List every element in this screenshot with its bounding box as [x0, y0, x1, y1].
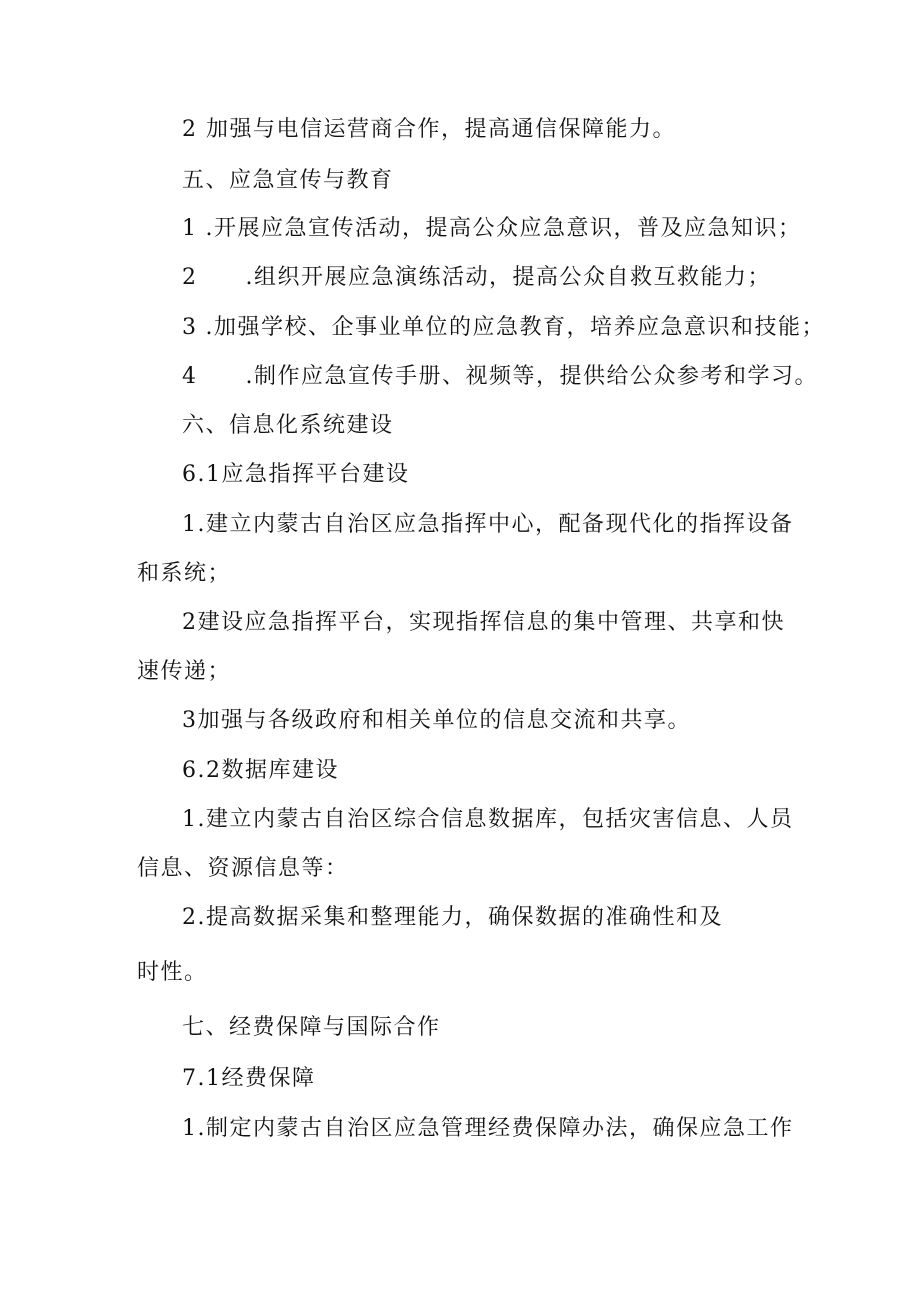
subsection-heading: 6.1应急指挥平台建设	[182, 462, 410, 487]
paragraph-line: 2.提高数据采集和整理能力，确保数据的准确性和及	[182, 905, 723, 930]
section-heading: 六、信息化系统建设	[182, 413, 394, 438]
paragraph-line: 时性。	[137, 960, 208, 985]
list-item-number: 4	[182, 364, 198, 389]
list-item-text: .开展应急宣传活动，提高公众应急意识，普及应急知识；	[205, 216, 802, 241]
paragraph-line: 1.建立内蒙古自治区综合信息数据库，包括灾害信息、人员	[182, 807, 794, 832]
list-item-number: 1	[182, 216, 198, 241]
list-item	[182, 263, 771, 293]
section-heading: 五、应急宣传与教育	[182, 168, 394, 193]
list-item-number: 2	[182, 265, 198, 290]
list-item	[182, 214, 802, 244]
paragraph-line: 2建设应急指挥平台，实现指挥信息的集中管理、共享和快	[182, 610, 785, 635]
list-item-text: .加强学校、企事业单位的应急教育，培养应急意识和技能；	[205, 315, 825, 340]
paragraph-line: 1.制定内蒙古自治区应急管理经费保障办法，确保应急工作	[182, 1116, 794, 1141]
subsection-heading: 6.2数据库建设	[182, 758, 339, 783]
list-item-number: 3	[182, 315, 198, 340]
paragraph-line: 2 加强与电信运营商合作，提高通信保障能力。	[182, 117, 676, 142]
list-item-text: .组织开展应急演练活动，提高公众自救互救能力；	[245, 265, 771, 290]
paragraph-line: 信息、资源信息等：	[137, 856, 349, 881]
section-heading: 七、经费保障与国际合作	[182, 1015, 441, 1040]
list-item	[182, 362, 818, 392]
paragraph-line: 1.建立内蒙古自治区应急指挥中心，配备现代化的指挥设备	[182, 512, 794, 537]
paragraph-line: 和系统；	[137, 561, 232, 586]
list-item-text: .制作应急宣传手册、视频等，提供给公众参考和学习。	[245, 364, 818, 389]
paragraph-line: 速传递；	[137, 659, 232, 684]
list-item	[182, 313, 825, 343]
paragraph-line: 3加强与各级政府和相关单位的信息交流和共享。	[182, 708, 691, 733]
subsection-heading: 7.1经费保障	[182, 1066, 316, 1091]
